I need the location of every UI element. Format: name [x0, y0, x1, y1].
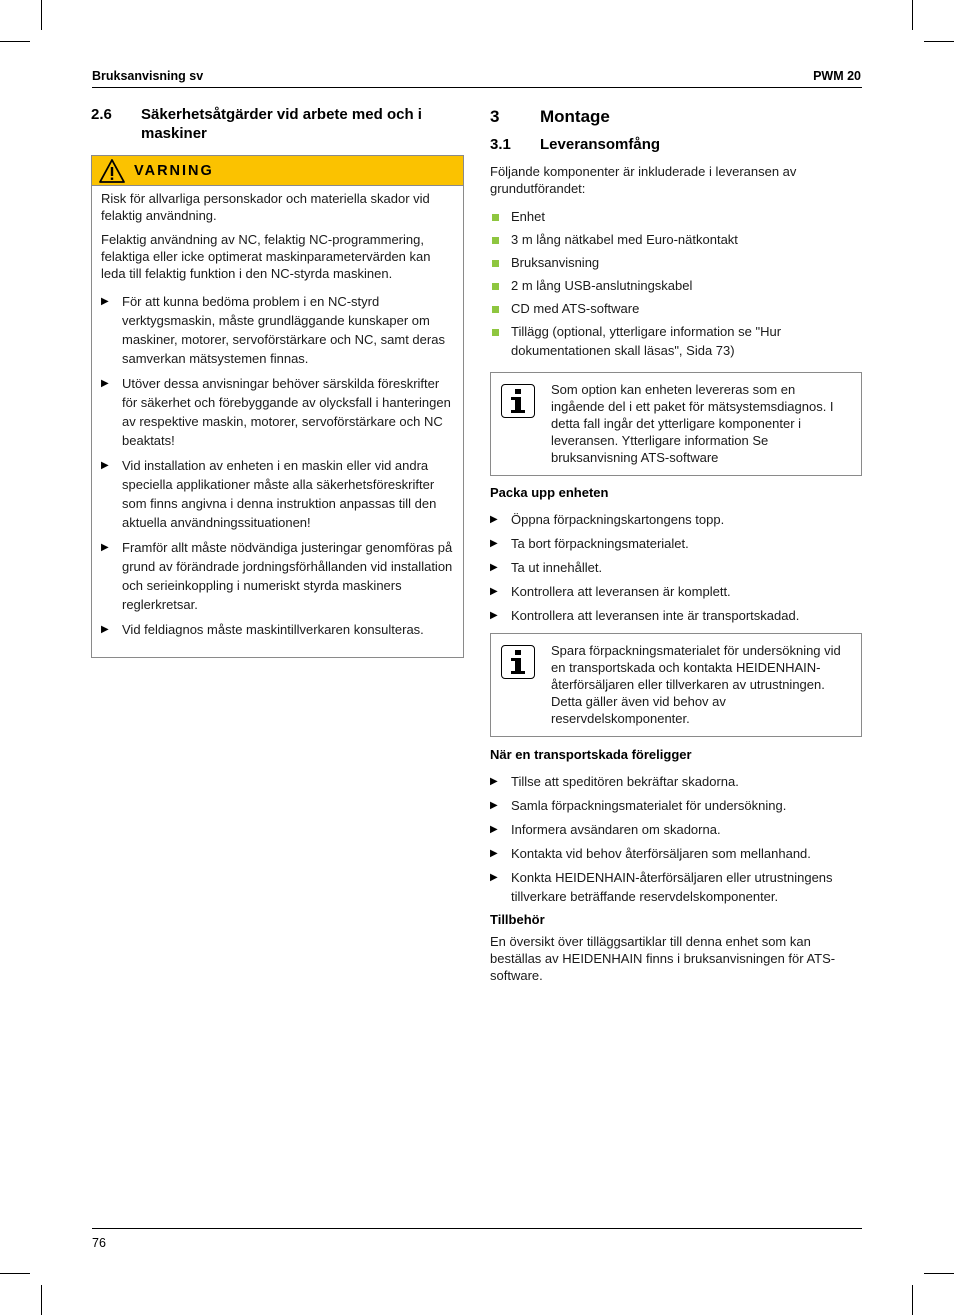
list-item	[490, 844, 862, 863]
chapter-heading	[490, 105, 862, 129]
crop-mark	[912, 0, 913, 30]
list-item	[490, 276, 862, 295]
warning-triangle-icon	[98, 158, 126, 184]
arrow-bullet-icon: ▶	[101, 460, 109, 471]
list-item	[490, 796, 862, 815]
list-item	[490, 230, 862, 249]
list-item	[490, 558, 862, 577]
crop-mark	[41, 0, 42, 30]
list-item-text: Tillse att speditören bekräftar skadorna.	[511, 774, 739, 789]
info-note-box	[490, 372, 862, 476]
list-item-text: Bruksanvisning	[511, 255, 600, 270]
info-note-box	[490, 633, 862, 737]
arrow-bullet-icon: ▶	[490, 848, 498, 859]
subsection-number: 3.1	[490, 136, 511, 153]
header-document-title: Bruksanvisning sv	[92, 69, 204, 83]
list-item-text: För att kunna bedöma problem i en NC-styrd verktygsmaskin, måste grundläggande kunskaper om maskiner, motorer, servoförstärkare och NC, samt deras samverkan mätsystemen finnas.	[122, 294, 445, 366]
arrow-bullet-icon: ▶	[490, 800, 498, 811]
list-item	[490, 772, 862, 791]
crop-mark	[924, 41, 954, 42]
arrow-bullet-icon: ▶	[101, 378, 109, 389]
arrow-bullet-icon: ▶	[101, 542, 109, 553]
list-item-text: Enhet	[511, 209, 545, 224]
crop-mark	[924, 1273, 954, 1274]
list-item-text: Utöver dessa anvisningar behöver särskilda föreskrifter för säkerhet och förebyggande av olycksfall i hanteringen av respektive maskin, motorer, servoförstärkare och NC beaktats!	[122, 376, 451, 448]
unpack-heading: Packa upp enheten	[490, 485, 609, 500]
subsection-heading	[490, 135, 862, 155]
list-item-text: Konkta HEIDENHAIN-återförsäljaren eller utrustningens tillverkare beträffande reservdelskomponenter.	[511, 870, 833, 904]
list-item	[490, 510, 862, 529]
square-bullet-icon	[490, 322, 511, 360]
list-item-text: Informera avsändaren om skadorna.	[511, 822, 721, 837]
list-item-text: 3 m lång nätkabel med Euro-nätkontakt	[511, 232, 738, 247]
arrow-bullet-icon: ▶	[101, 624, 109, 635]
list-item	[101, 374, 454, 450]
accessories-heading: Tillbehör	[490, 912, 545, 927]
warning-instruction-list	[101, 292, 454, 639]
footer-divider	[92, 1228, 862, 1229]
list-item	[490, 582, 862, 601]
list-item-text: 2 m lång USB-anslutningskabel	[511, 278, 693, 293]
intro-paragraph: Följande komponenter är inkluderade i leveransen av grundutförandet:	[490, 164, 797, 196]
list-item	[101, 538, 454, 614]
list-item	[101, 292, 454, 368]
info-icon	[501, 384, 535, 418]
list-item-text: CD med ATS-software	[511, 301, 640, 316]
arrow-bullet-icon: ▶	[490, 610, 498, 621]
right-column	[490, 105, 862, 984]
section-title: Säkerhetsåtgärder vid arbete med och i maskiner	[141, 106, 422, 142]
list-item	[490, 299, 862, 318]
header-divider	[92, 87, 862, 88]
crop-mark	[0, 1273, 30, 1274]
arrow-bullet-icon: ▶	[490, 824, 498, 835]
list-item	[490, 868, 862, 906]
square-bullet-icon	[490, 253, 511, 272]
list-item-text: Kontrollera att leveransen är komplett.	[511, 584, 731, 599]
list-item	[101, 620, 454, 639]
arrow-bullet-icon: ▶	[101, 296, 109, 307]
crop-mark	[0, 41, 30, 42]
crop-mark	[41, 1285, 42, 1315]
info-icon	[501, 645, 535, 679]
warning-box	[91, 155, 464, 658]
header-product-name: PWM 20	[813, 69, 861, 83]
page-number: 76	[92, 1236, 106, 1250]
list-item	[490, 820, 862, 839]
chapter-title: Montage	[540, 107, 610, 126]
arrow-bullet-icon: ▶	[490, 586, 498, 597]
list-item	[490, 253, 862, 272]
unpack-steps-list	[490, 510, 862, 625]
damage-steps-list	[490, 772, 862, 906]
warning-label: VARNING	[134, 162, 214, 179]
warning-paragraph: Felaktig användning av NC, felaktig NC-programmering, felaktiga eller icke optimerat maskinparametervärden kan leda till felaktig funktion i den NC-styrda maskinen.	[101, 232, 431, 281]
list-item-text: Framför allt måste nödvändiga justeringar genomföras på grund av förändrade jordningsförhållanden vid installation och serieinkoppling i numeriskt styrda maskiners reglerkretsar.	[122, 540, 453, 612]
crop-mark	[912, 1285, 913, 1315]
list-item-text: Samla förpackningsmaterialet för undersökning.	[511, 798, 787, 813]
accessories-paragraph: En översikt över tilläggsartiklar till denna enhet som kan beställas av HEIDENHAIN finns i bruksanvisningen för ATS-software.	[490, 934, 836, 983]
list-item-text: Öppna förpackningskartongens topp.	[511, 512, 725, 527]
left-column	[91, 105, 464, 658]
square-bullet-icon	[490, 299, 511, 318]
chapter-number: 3	[490, 107, 500, 126]
info-note-text: Som option kan enheten levereras som en ingående del i ett paket för mätsystemsdiagnos. I detta fall ingår det ytterligare komponenter i leveransen. Ytterligare information Se bruksanvisning ATS-software	[551, 382, 834, 465]
list-item-text: Tillägg (optional, ytterligare information se "Hur dokumentationen skall läsas", Sida 73)	[511, 324, 782, 358]
section-heading	[91, 105, 464, 143]
list-item-text: Vid feldiagnos måste maskintillverkaren konsulteras.	[122, 622, 424, 637]
arrow-bullet-icon: ▶	[490, 562, 498, 573]
arrow-bullet-icon: ▶	[490, 776, 498, 787]
subsection-title: Leveransomfång	[540, 136, 661, 153]
list-item-text: Ta ut innehållet.	[511, 560, 603, 575]
list-item	[490, 207, 862, 226]
list-item-text: Kontakta vid behov återförsäljaren som mellanhand.	[511, 846, 811, 861]
list-item	[490, 534, 862, 553]
warning-paragraph: Risk för allvarliga personskador och materiella skador vid felaktig användning.	[101, 191, 430, 223]
arrow-bullet-icon: ▶	[490, 538, 498, 549]
list-item	[101, 456, 454, 532]
list-item-text: Ta bort förpackningsmaterialet.	[511, 536, 689, 551]
warning-header	[92, 156, 463, 186]
info-note-text: Spara förpackningsmaterialet för undersökning vid en transportskada och kontakta HEIDENHAIN-återförsäljaren eller tillverkaren av utrustningen. Detta gäller även vid behov av reservdelskomponenter.	[551, 643, 841, 726]
list-item-text: Kontrollera att leveransen inte är transportskadad.	[511, 608, 800, 623]
transport-damage-heading: När en transportskada föreligger	[490, 747, 692, 762]
list-item	[490, 322, 862, 360]
list-item	[490, 606, 862, 625]
square-bullet-icon	[490, 276, 511, 295]
arrow-bullet-icon: ▶	[490, 514, 498, 525]
section-number: 2.6	[91, 106, 112, 123]
square-bullet-icon	[490, 230, 511, 249]
square-bullet-icon	[490, 207, 511, 226]
list-item-text: Vid installation av enheten i en maskin eller vid andra speciella applikationer måste alla säkerhetsföreskrifter som finns angivna i denna instruktion anpassas till den aktuella användningssituationen!	[122, 458, 437, 530]
warning-body	[92, 186, 463, 657]
components-list	[490, 207, 862, 360]
arrow-bullet-icon: ▶	[490, 872, 498, 883]
